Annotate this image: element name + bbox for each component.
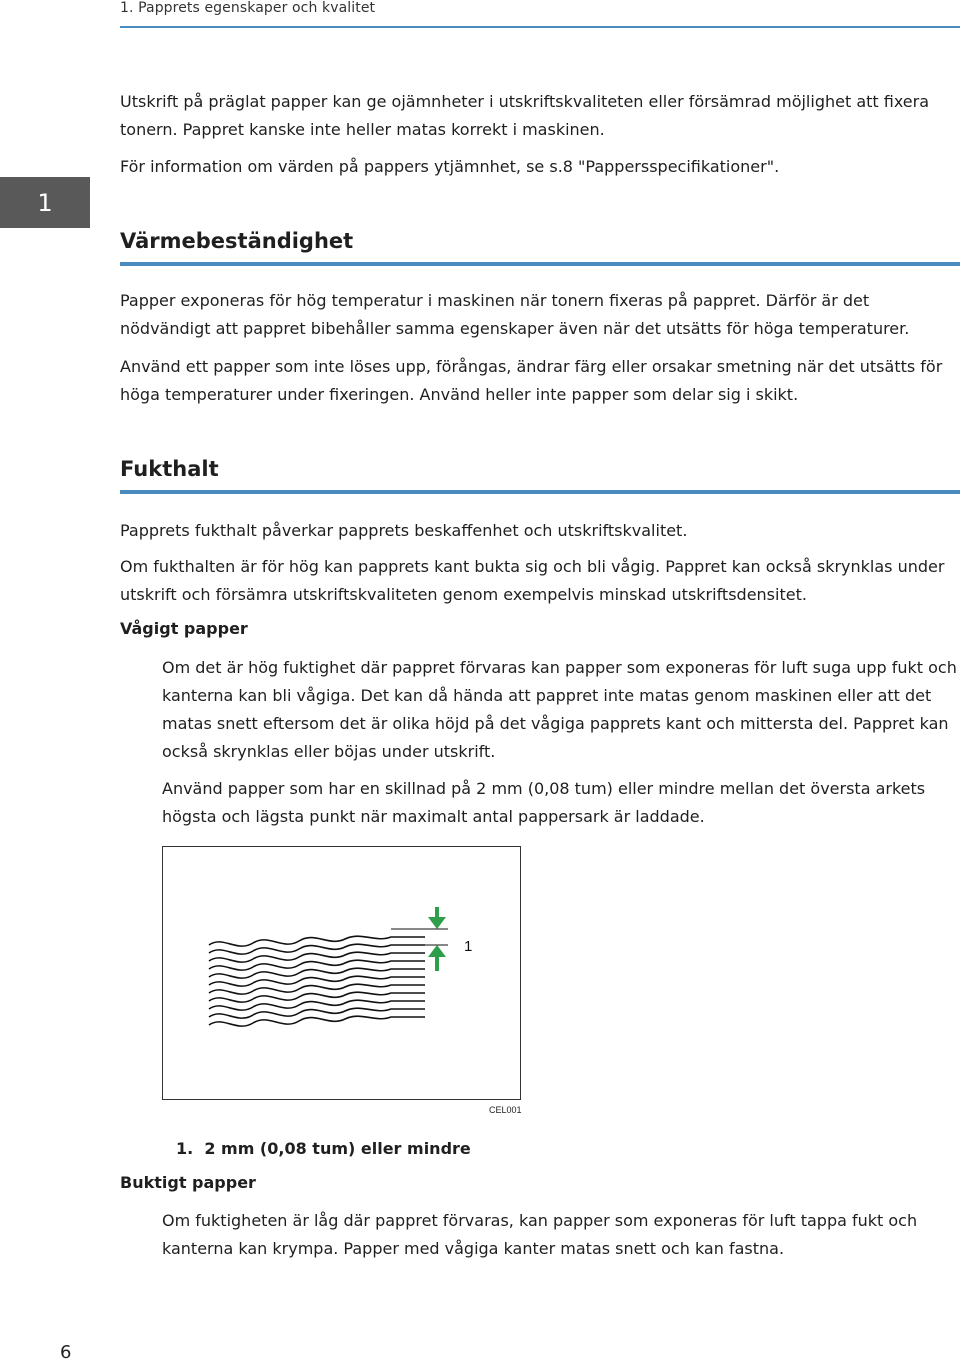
figure-callout-1: 1 [464,938,473,955]
chapter-tab-number: 1 [37,188,53,217]
page-number: 6 [60,1342,72,1363]
heat-paragraph-2: Använd ett papper som inte löses upp, förångas, ändrar färg eller orsakar smetning när det utsätts för höga temperaturer under fixeringen. Använd heller inte papper som delar sig i skikt. [120,357,943,404]
subheading-wavy-paper: Vågigt papper [120,619,248,638]
wavy-sheet-lines [209,936,425,1026]
wavy-paragraph-1: Om det är hög fuktighet där pappret förvaras kan papper som exponeras för luft suga upp fukt och kanterna kan bli vågiga. Det kan då hända att pappret inte matas genom maskinen eller att det matas snett eftersom det är olika höjd på det vågiga papprets kant och mittersta del. Pappret kan också skrynklas eller böjas under utskrift. [162,658,957,761]
figure-caption-number: 1. [176,1139,194,1158]
section-rule-heat [120,262,960,266]
running-header: 1. Papprets egenskaper och kvalitet [120,0,376,16]
header-rule [120,26,960,28]
dimension-arrow-bottom-icon [428,945,446,971]
moisture-paragraph-1: Papprets fukthalt påverkar papprets beskaffenhet och utskriftskvalitet. [120,521,688,540]
section-heading-heat: Värmebeständighet [120,229,354,253]
intro-paragraph-2: För information om värden på pappers ytjämnhet, se s.8 "Pappersspecifikationer". [120,157,780,176]
section-rule-moisture [120,490,960,494]
chapter-tab [0,177,90,228]
intro-paragraph-1: Utskrift på präglat papper kan ge ojämnheter i utskriftskvaliteten eller försämrad möjlighet att fixera tonern. Pappret kanske inte heller matas korrekt i maskinen. [120,92,930,139]
wavy-paper-figure [162,846,521,1100]
wavy-paragraph-2: Använd papper som har en skillnad på 2 mm (0,08 tum) eller mindre mellan det översta arkets högsta och lägsta punkt när maximalt antal pappersark är laddade. [162,779,926,826]
section-heading-moisture: Fukthalt [120,457,219,481]
curled-paragraph-1: Om fuktigheten är låg där pappret förvaras, kan papper som exponeras för luft tappa fukt och kanterna kan krympa. Papper med vågiga kanter matas snett och kan fastna. [162,1211,918,1258]
figure-code: CEL001 [489,1105,522,1115]
dimension-arrow-top-icon [428,907,446,929]
subheading-curled-paper: Buktigt papper [120,1173,256,1192]
wavy-paper-illustration [163,847,520,1099]
moisture-paragraph-2: Om fukthalten är för hög kan papprets kant bukta sig och bli vågig. Pappret kan också skrynklas under utskrift och försämra utskriftskvaliteten genom exempelvis minskad utskriftsdensitet. [120,557,945,604]
figure-caption [176,1135,471,1163]
heat-paragraph-1: Papper exponeras för hög temperatur i maskinen när tonern fixeras på pappret. Därför är det nödvändigt att pappret bibehåller samma egenskaper även när det utsätts för höga temperaturer. [120,291,910,338]
figure-caption-text: 2 mm (0,08 tum) eller mindre [204,1139,471,1158]
